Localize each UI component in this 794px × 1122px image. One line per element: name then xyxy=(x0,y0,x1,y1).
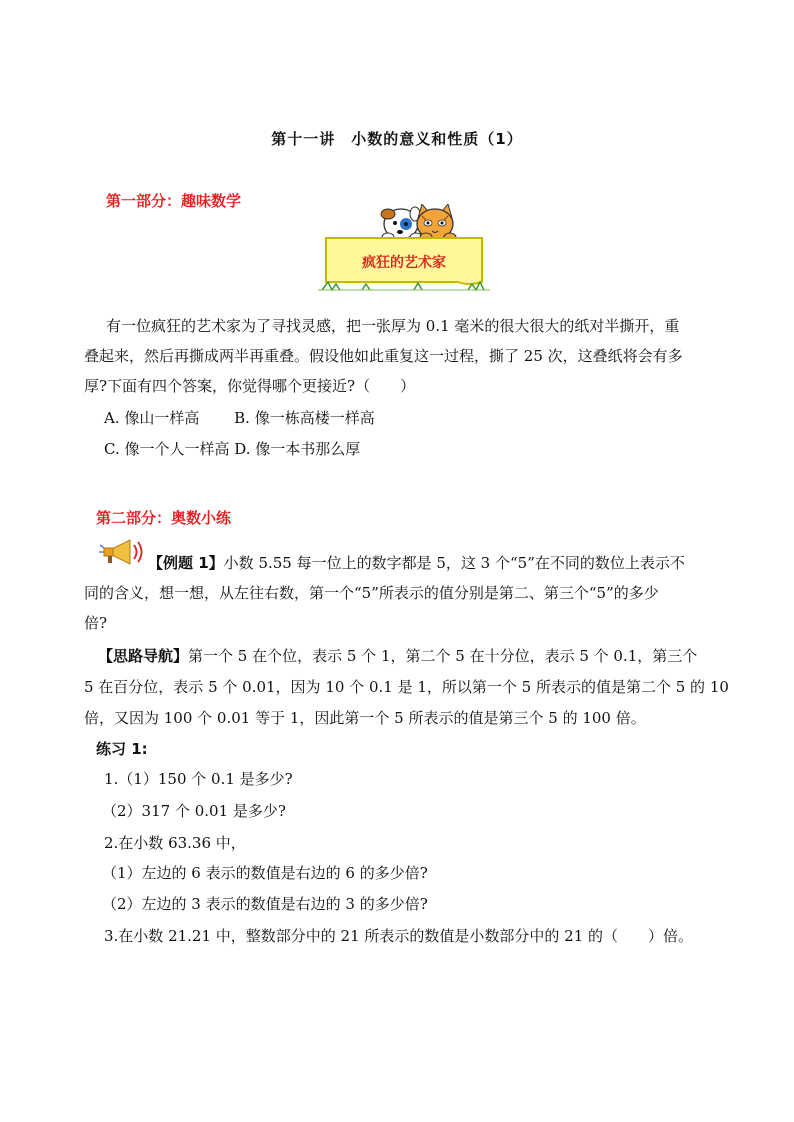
example-1-line-3: 倍? xyxy=(84,614,108,632)
story-line-2: 叠起来，然后再撕成两半再重叠。假设他如此重复这一过程，撕了 25 次，这叠纸将会有多 xyxy=(84,347,683,365)
guide-line-3: 倍，又因为 100 个 0.01 等于 1，因此第一个 5 所表示的值是第三个 5 的 100 倍。 xyxy=(84,709,646,727)
option-line-ab: A. 像山一样高 B. 像一栋高楼一样高 xyxy=(104,409,375,427)
crazy-artist-banner xyxy=(318,204,490,294)
dog-cat-sign-illustration xyxy=(318,204,490,294)
guide-line-1: 【思路导航】第一个 5 在个位，表示 5 个 1，第二个 5 在十分位，表示 5 个 0.1，第三个 xyxy=(98,647,698,665)
exercise-line-6: 3.在小数 21.21 中，整数部分中的 21 所表示的数值是小数部分中的 21 的（ ）倍。 xyxy=(104,927,694,945)
banner-title: 疯狂的艺术家 xyxy=(362,255,446,271)
guide-label: 【思路导航】 xyxy=(98,647,189,665)
exercise-line-3: 2.在小数 63.36 中， xyxy=(104,834,246,852)
megaphone-icon xyxy=(98,537,150,567)
section-heading-olympiad: 第二部分：奥数小练 xyxy=(96,509,232,527)
exercise-heading: 练习 1: xyxy=(96,740,148,758)
option-line-cd: C. 像一个人一样高 D. 像一本书那么厚 xyxy=(104,440,361,458)
exercise-line-5: （2）左边的 3 表示的数值是右边的 3 的多少倍? xyxy=(102,895,428,913)
story-line-3: 厚?下面有四个答案，你觉得哪个更接近?（ ） xyxy=(84,377,416,395)
exercise-line-4: （1）左边的 6 表示的数值是右边的 6 的多少倍? xyxy=(102,864,428,882)
exercise-line-2: （2）317 个 0.01 是多少? xyxy=(102,802,286,820)
guide-line-2: 5 在百分位，表示 5 个 0.01，因为 10 个 0.1 是 1，所以第一个 5 所表示的值是第二个 5 的 10 xyxy=(84,678,729,696)
story-line-1: 有一位疯狂的艺术家为了寻找灵感，把一张厚为 0.1 毫米的很大很大的纸对半撕开，重 xyxy=(106,317,680,335)
section-heading-fun-math: 第一部分：趣味数学 xyxy=(106,192,242,210)
example-1-line-2: 同的含义，想一想，从左往右数，第一个“5”所表示的值分别是第二、第三个“5”的多少 xyxy=(84,584,659,602)
example-1-line-1: 【例题 1】小数 5.55 每一位上的数字都是 5，这 3 个“5”在不同的数位上表示不 xyxy=(148,554,685,572)
page-title: 第十一讲 小数的意义和性质（1） xyxy=(271,130,523,148)
exercise-line-1: 1.（1）150 个 0.1 是多少? xyxy=(104,770,293,788)
example-1-label: 【例题 1】 xyxy=(148,554,224,572)
